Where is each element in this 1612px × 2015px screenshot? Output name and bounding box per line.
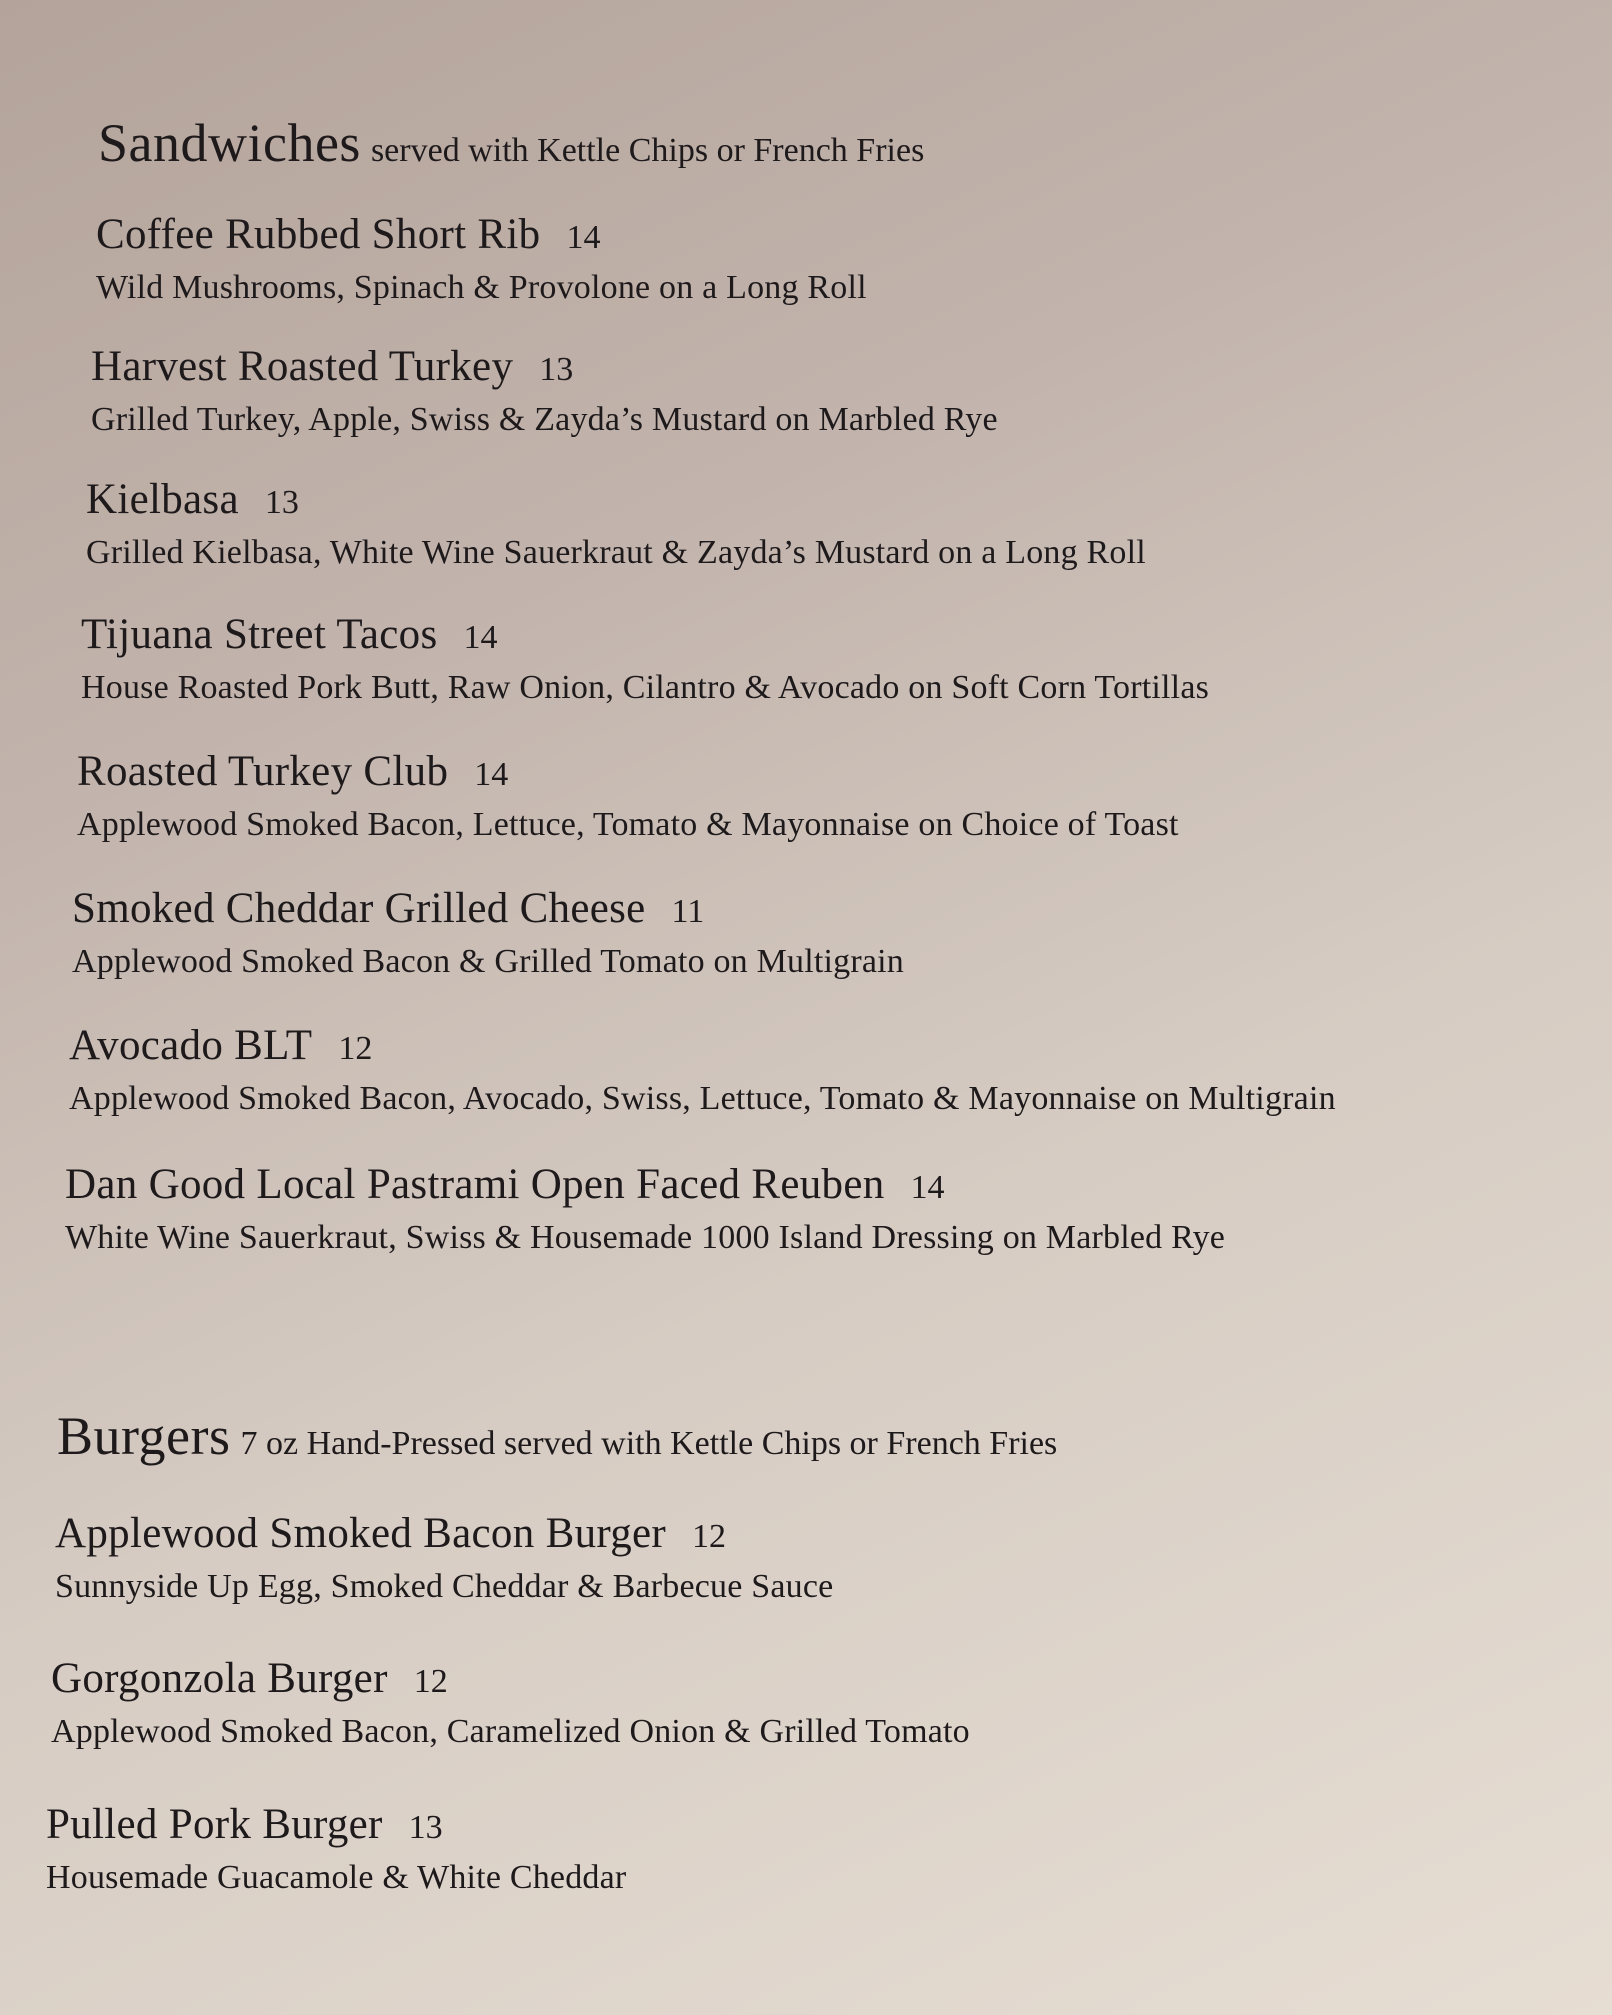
menu-item	[96, 210, 867, 307]
item-description: House Roasted Pork Butt, Raw Onion, Cilantro & Avocado on Soft Corn Tortillas	[81, 669, 1210, 706]
item-name: Dan Good Local Pastrami Open Faced Reuben	[65, 1161, 885, 1208]
menu-item	[81, 610, 1209, 707]
item-description: Applewood Smoked Bacon, Avocado, Swiss, Lettuce, Tomato & Mayonnaise on Multigrain	[69, 1080, 1336, 1117]
item-description: Applewood Smoked Bacon & Grilled Tomato on Multigrain	[72, 943, 904, 980]
menu-item	[65, 1160, 1225, 1257]
item-price: 14	[474, 756, 509, 793]
item-description: Applewood Smoked Bacon, Caramelized Onion & Grilled Tomato	[51, 1713, 970, 1750]
item-description: Wild Mushrooms, Spinach & Provolone on a Long Roll	[96, 269, 867, 306]
item-description: Applewood Smoked Bacon, Lettuce, Tomato & Mayonnaise on Choice of Toast	[77, 806, 1179, 843]
item-price: 11	[671, 893, 705, 930]
item-price: 14	[566, 219, 601, 256]
item-name: Pulled Pork Burger	[46, 1801, 383, 1848]
item-name: Tijuana Street Tacos	[81, 611, 438, 658]
item-price: 12	[338, 1030, 373, 1067]
item-description: Grilled Turkey, Apple, Swiss & Zayda’s Mustard on Marbled Rye	[91, 401, 998, 438]
item-name: Gorgonzola Burger	[51, 1655, 388, 1702]
item-price: 13	[539, 351, 574, 388]
item-price: 13	[264, 484, 299, 521]
burgers-header	[57, 1405, 1057, 1467]
burgers-title: Burgers	[57, 1406, 231, 1466]
menu-item	[86, 475, 1146, 572]
menu-item	[77, 747, 1179, 844]
menu-item	[46, 1800, 626, 1897]
item-name: Applewood Smoked Bacon Burger	[55, 1510, 667, 1557]
item-description: Grilled Kielbasa, White Wine Sauerkraut & Zayda’s Mustard on a Long Roll	[86, 534, 1146, 571]
menu-item	[55, 1509, 833, 1606]
sandwiches-note: served with Kettle Chips or French Fries	[370, 132, 925, 169]
item-description: White Wine Sauerkraut, Swiss & Housemade 1000 Island Dressing on Marbled Rye	[65, 1219, 1226, 1256]
menu-item	[72, 884, 904, 981]
item-price: 14	[463, 619, 498, 656]
item-price: 13	[408, 1809, 443, 1846]
sandwiches-header	[98, 112, 924, 174]
item-name: Roasted Turkey Club	[77, 748, 449, 795]
item-description: Housemade Guacamole & White Cheddar	[46, 1859, 627, 1896]
item-name: Smoked Cheddar Grilled Cheese	[72, 885, 646, 932]
item-price: 14	[910, 1169, 945, 1206]
burgers-note: 7 oz Hand-Pressed served with Kettle Chips or French Fries	[240, 1425, 1058, 1462]
item-name: Coffee Rubbed Short Rib	[96, 211, 541, 258]
sandwiches-title: Sandwiches	[98, 113, 361, 173]
menu-item	[91, 342, 998, 439]
item-name: Kielbasa	[86, 476, 239, 523]
menu-item	[69, 1021, 1336, 1118]
item-name: Harvest Roasted Turkey	[91, 343, 514, 390]
menu-item	[51, 1654, 970, 1751]
item-price: 12	[692, 1518, 727, 1555]
item-name: Avocado BLT	[69, 1022, 313, 1069]
item-price: 12	[413, 1663, 448, 1700]
item-description: Sunnyside Up Egg, Smoked Cheddar & Barbecue Sauce	[55, 1568, 834, 1605]
